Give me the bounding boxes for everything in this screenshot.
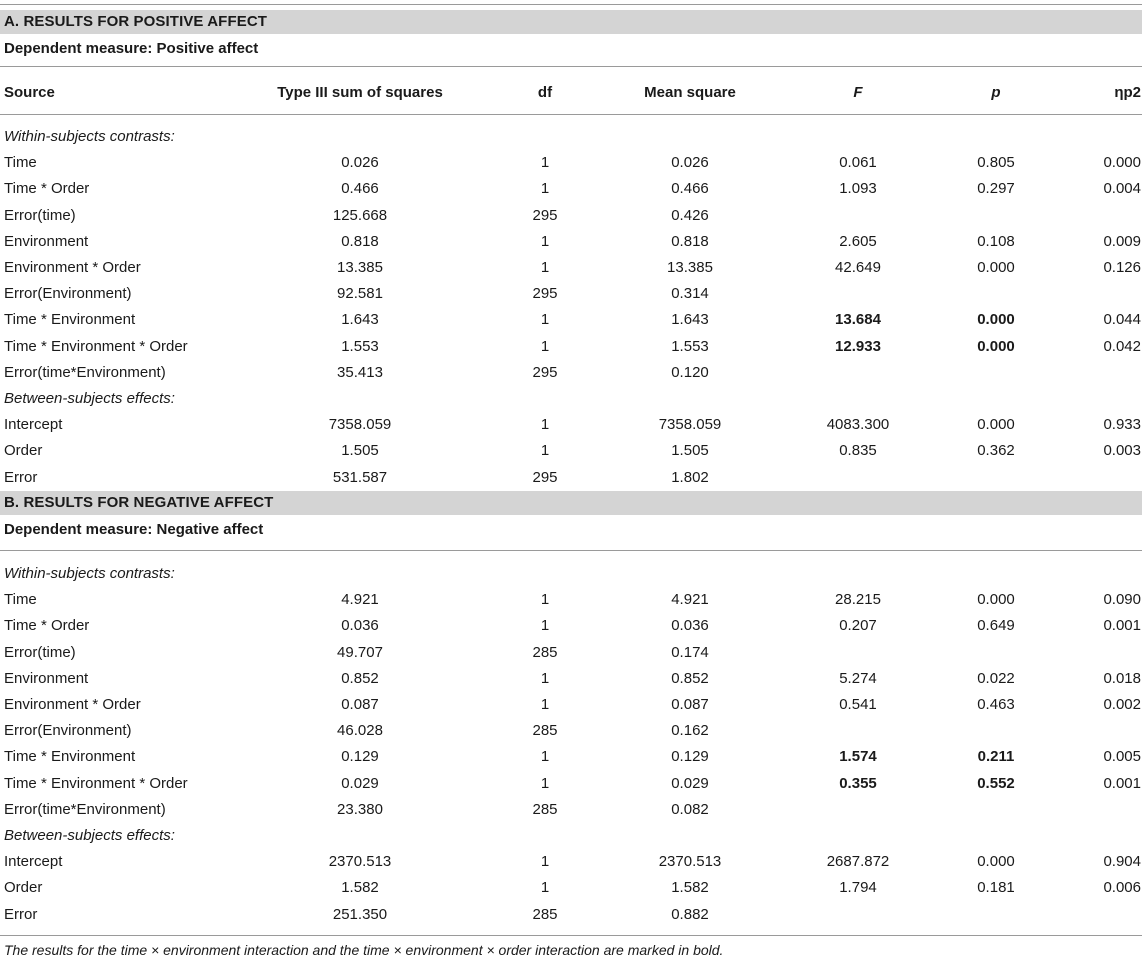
cell-source: Time * Environment * Order <box>4 774 188 792</box>
cell-ms: 0.174 <box>671 643 709 661</box>
bottom-rule <box>0 935 1142 936</box>
cell-f: 28.215 <box>835 591 881 609</box>
cell-f: 42.649 <box>835 259 881 276</box>
cell-eta: 0.005 <box>1103 748 1141 766</box>
cell-ss: 0.129 <box>341 748 379 766</box>
cell-eta: 0.018 <box>1103 669 1141 687</box>
cell-eta <box>1040 281 1141 307</box>
cell-df: 1 <box>540 232 550 250</box>
cell-f <box>808 797 908 823</box>
cell-ss: 23.380 <box>337 800 383 818</box>
cell-source: Intercept <box>4 853 63 871</box>
cell-source: Environment <box>4 232 89 250</box>
cell-ss: 35.413 <box>337 363 383 381</box>
cell-f <box>808 640 908 666</box>
cell-ms: 4.921 <box>671 591 709 609</box>
cell-ms: 0.036 <box>671 617 709 635</box>
column-header-df: df <box>537 84 553 101</box>
cell-f: 0.355 <box>839 774 877 792</box>
cell-p <box>946 797 1046 823</box>
cell-ms: 0.314 <box>671 285 709 303</box>
cell-f: 5.274 <box>839 669 877 687</box>
cell-p: 0.000 <box>977 337 1015 355</box>
cell-p: 0.000 <box>977 311 1015 329</box>
cell-p <box>946 360 1046 386</box>
cell-eta: 0.126 <box>1103 259 1141 276</box>
cell-f <box>808 203 908 229</box>
cell-ss: 0.087 <box>341 696 379 713</box>
cell-source: Within-subjects contrasts: <box>4 565 175 582</box>
cell-p <box>946 640 1046 666</box>
cell-eta: 0.001 <box>1103 774 1141 792</box>
cell-ms: 0.466 <box>671 180 709 198</box>
section-a-header-top-rule <box>0 66 1142 67</box>
cell-ss: 2370.513 <box>328 853 392 871</box>
cell-source: Order <box>4 879 43 897</box>
cell-source: Time * Environment <box>4 748 136 766</box>
cell-eta: 0.044 <box>1103 311 1141 329</box>
cell-f: 1.574 <box>839 748 877 766</box>
cell-source: Error(Environment) <box>4 285 132 303</box>
cell-df: 1 <box>540 774 550 792</box>
section-b-header-rule <box>0 550 1142 551</box>
cell-eta: 0.006 <box>1103 879 1141 897</box>
cell-ms: 0.029 <box>671 774 709 792</box>
cell-eta <box>1040 360 1141 386</box>
cell-source: Time * Order <box>4 617 90 635</box>
cell-f: 2687.872 <box>826 853 890 871</box>
cell-ms: 0.852 <box>671 669 709 687</box>
cell-f: 2.605 <box>839 232 877 250</box>
cell-ms: 1.582 <box>671 879 709 897</box>
cell-eta <box>1040 640 1141 666</box>
cell-source: Intercept <box>4 416 63 434</box>
column-header-p: p <box>991 84 1001 101</box>
cell-df: 1 <box>540 669 550 687</box>
cell-source: Between-subjects effects: <box>4 827 175 844</box>
cell-p: 0.181 <box>977 879 1015 897</box>
cell-source: Order <box>4 442 43 460</box>
cell-ms: 0.426 <box>671 206 709 224</box>
cell-df: 285 <box>532 722 558 740</box>
cell-source: Time * Environment * Order <box>4 337 188 355</box>
cell-f: 1.093 <box>839 180 877 198</box>
cell-eta: 0.042 <box>1103 337 1141 355</box>
cell-eta <box>1040 718 1141 744</box>
section-a-header-bottom-rule <box>0 114 1142 115</box>
cell-ss: 0.818 <box>341 232 379 250</box>
cell-p: 0.022 <box>977 669 1015 687</box>
cell-ms: 0.882 <box>671 905 709 923</box>
cell-eta: 0.009 <box>1103 232 1141 250</box>
cell-source: Time <box>4 154 37 172</box>
cell-source: Environment * Order <box>4 259 141 276</box>
cell-f: 12.933 <box>835 337 881 355</box>
cell-ss: 0.026 <box>341 154 379 172</box>
cell-ms: 0.026 <box>671 154 709 172</box>
cell-ms: 1.802 <box>671 468 709 486</box>
column-header-f: F <box>853 84 863 101</box>
cell-ms: 0.087 <box>671 696 709 713</box>
cell-ss: 49.707 <box>337 643 383 661</box>
cell-f: 1.794 <box>839 879 877 897</box>
cell-f <box>808 465 908 491</box>
cell-eta: 0.001 <box>1103 617 1141 635</box>
cell-f <box>808 902 908 928</box>
cell-ss: 0.852 <box>341 669 379 687</box>
cell-ss: 7358.059 <box>328 416 392 434</box>
cell-ms: 7358.059 <box>658 416 722 434</box>
cell-df: 1 <box>540 696 550 713</box>
cell-p: 0.000 <box>977 853 1015 871</box>
cell-df: 285 <box>532 643 558 661</box>
cell-df: 1 <box>540 879 550 897</box>
cell-p: 0.362 <box>977 442 1015 460</box>
cell-df: 295 <box>532 468 558 486</box>
cell-p: 0.463 <box>977 696 1015 713</box>
cell-ss: 4.921 <box>341 591 379 609</box>
section-a-title: A. RESULTS FOR POSITIVE AFFECT <box>4 13 268 30</box>
cell-ss: 92.581 <box>337 285 383 303</box>
cell-ms: 0.818 <box>671 232 709 250</box>
cell-source: Time * Order <box>4 180 90 198</box>
cell-p <box>946 203 1046 229</box>
cell-ss: 1.505 <box>341 442 379 460</box>
section-b-title-bar <box>0 491 1142 515</box>
cell-df: 295 <box>532 206 558 224</box>
cell-ss: 0.466 <box>341 180 379 198</box>
cell-df: 1 <box>540 853 550 871</box>
cell-ms: 1.553 <box>671 337 709 355</box>
cell-eta <box>1040 465 1141 491</box>
cell-ss: 251.350 <box>332 905 388 923</box>
cell-eta <box>1040 797 1141 823</box>
cell-ms: 1.643 <box>671 311 709 329</box>
cell-p: 0.211 <box>977 748 1015 766</box>
cell-df: 285 <box>532 800 558 818</box>
cell-ss: 1.643 <box>341 311 379 329</box>
cell-source: Error <box>4 468 38 486</box>
cell-source: Error <box>4 905 38 923</box>
cell-df: 295 <box>532 285 558 303</box>
cell-eta: 0.004 <box>1103 180 1141 198</box>
cell-eta: 0.003 <box>1103 442 1141 460</box>
cell-eta: 0.090 <box>1103 591 1141 609</box>
cell-source: Time <box>4 591 37 609</box>
cell-source: Error(Environment) <box>4 722 132 740</box>
cell-ss: 125.668 <box>332 206 388 224</box>
cell-source: Error(time) <box>4 643 76 661</box>
cell-df: 295 <box>532 363 558 381</box>
cell-ms: 0.082 <box>671 800 709 818</box>
cell-ss: 0.029 <box>341 774 379 792</box>
cell-p: 0.649 <box>977 617 1015 635</box>
section-a-title-bar <box>0 10 1142 34</box>
cell-eta: 0.002 <box>1103 696 1141 713</box>
cell-f: 0.207 <box>839 617 877 635</box>
cell-f: 0.061 <box>839 154 877 172</box>
section-a-dependent-measure: Dependent measure: Positive affect <box>4 40 259 57</box>
cell-p <box>946 465 1046 491</box>
cell-ms: 0.129 <box>671 748 709 766</box>
cell-eta: 0.933 <box>1103 416 1141 434</box>
section-b-title: B. RESULTS FOR NEGATIVE AFFECT <box>4 494 274 511</box>
cell-ms: 0.120 <box>671 363 709 381</box>
cell-ss: 1.582 <box>341 879 379 897</box>
cell-ss: 1.553 <box>341 337 379 355</box>
cell-f: 0.541 <box>839 696 877 713</box>
cell-df: 1 <box>540 617 550 635</box>
cell-df: 1 <box>540 591 550 609</box>
cell-source: Environment * Order <box>4 696 141 713</box>
cell-source: Within-subjects contrasts: <box>4 128 175 145</box>
cell-p <box>946 718 1046 744</box>
cell-p: 0.805 <box>977 154 1015 172</box>
cell-df: 1 <box>540 442 550 460</box>
cell-f: 13.684 <box>835 311 881 329</box>
cell-p: 0.000 <box>977 416 1015 434</box>
cell-ms: 1.505 <box>671 442 709 460</box>
column-header-mean-square: Mean square <box>644 84 736 101</box>
cell-source: Error(time*Environment) <box>4 363 166 381</box>
cell-ms: 13.385 <box>667 259 713 276</box>
cell-ss: 46.028 <box>337 722 383 740</box>
section-b-dependent-measure: Dependent measure: Negative affect <box>4 521 264 538</box>
cell-ss: 13.385 <box>337 259 383 276</box>
cell-eta: 0.000 <box>1103 154 1141 172</box>
cell-source: Time * Environment <box>4 311 136 329</box>
cell-f: 4083.300 <box>826 416 890 434</box>
cell-f <box>808 360 908 386</box>
cell-ss: 0.036 <box>341 617 379 635</box>
cell-p: 0.552 <box>977 774 1015 792</box>
cell-df: 1 <box>540 337 550 355</box>
cell-df: 1 <box>540 311 550 329</box>
cell-source: Error(time*Environment) <box>4 800 166 818</box>
cell-df: 1 <box>540 154 550 172</box>
cell-df: 1 <box>540 259 550 276</box>
cell-ms: 0.162 <box>671 722 709 740</box>
cell-eta <box>1040 902 1141 928</box>
cell-f <box>808 281 908 307</box>
cell-f: 0.835 <box>839 442 877 460</box>
cell-p: 0.108 <box>977 232 1015 250</box>
cell-df: 285 <box>532 905 558 923</box>
cell-df: 1 <box>540 748 550 766</box>
cell-df: 1 <box>540 180 550 198</box>
cell-source: Environment <box>4 669 89 687</box>
cell-ms: 2370.513 <box>658 853 722 871</box>
top-rule <box>0 4 1142 5</box>
table-footnote: The results for the time × environment interaction and the time × environment × order interaction are marked in bold. <box>4 942 724 958</box>
cell-p <box>946 902 1046 928</box>
cell-source: Between-subjects effects: <box>4 390 175 407</box>
cell-ss: 531.587 <box>332 468 388 486</box>
column-header-eta: ηp2 <box>1114 84 1141 101</box>
cell-eta <box>1040 203 1141 229</box>
cell-source: Error(time) <box>4 206 76 224</box>
column-header-ss: Type III sum of squares <box>277 84 443 101</box>
cell-p: 0.000 <box>977 259 1015 276</box>
cell-eta: 0.904 <box>1103 853 1141 871</box>
column-header-source: Source <box>4 84 55 101</box>
cell-df: 1 <box>540 416 550 434</box>
cell-p: 0.297 <box>977 180 1015 198</box>
cell-f <box>808 718 908 744</box>
cell-p <box>946 281 1046 307</box>
cell-p: 0.000 <box>977 591 1015 609</box>
